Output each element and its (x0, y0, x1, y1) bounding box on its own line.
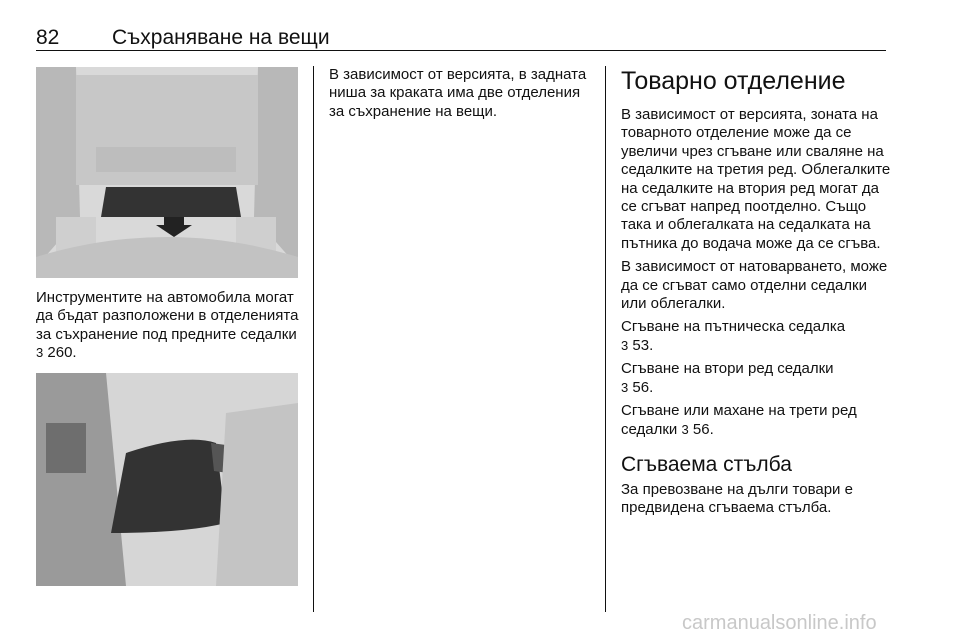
column-2 (329, 66, 599, 121)
paragraph-2: В зависимост от натоварването, може да се сгъват само отделни седалки или облегалки. (621, 258, 888, 313)
page-ref-icon: 3 (621, 379, 629, 395)
page-ref-icon: 3 (621, 337, 629, 353)
page-number: 82 (36, 26, 60, 49)
paragraph-1: В зависимост от версията, зоната на товарното отделение може да се увеличи чрез сгъване или сваляне на седалките на третия ред. Облегалките на седалките на втория ред могат да се сгъват напред поотделно. Също така и облегалката на седалката на пътника до водача може да се сгъва. (621, 106, 891, 252)
caption-text: Инструментите на автомобила могат да бъдат разположени в отделенията за съхранение под предните седалки (36, 289, 299, 343)
figure-rear-footwell-storage (36, 373, 298, 586)
page-title: Съхраняване на вещи (112, 26, 330, 49)
subsection-heading: Сгъваема стълба (621, 452, 792, 476)
reference-2: Сгъване на втори ред седалки 3 56. (621, 360, 834, 396)
figure-1-caption (36, 289, 306, 363)
page-ref-icon: 3 (681, 421, 689, 437)
column-3 (621, 66, 891, 523)
column-divider-2 (605, 66, 606, 612)
reference-1: Сгъване на пътническа седалка 3 53. (621, 318, 846, 354)
paragraph-3: За превозване на дълги товари е предвидена сгъваема стълба. (621, 480, 853, 517)
page-ref-icon: 3 (36, 345, 44, 361)
reference-3: Сгъване или махане на трети ред седалки 3 56. (621, 402, 857, 438)
section-heading: Товарно отделение (621, 67, 846, 95)
header-divider (36, 50, 886, 51)
column-divider-1 (313, 66, 314, 612)
watermark: carmanualsonline.info (682, 612, 877, 634)
rear-storage-text: В зависимост от версията, в задната ниша за краката има две отделения за съхранение на вещи. (329, 66, 587, 120)
page-header (36, 26, 886, 52)
figure-under-seat-storage (36, 67, 298, 278)
page-ref-number: 260. (47, 344, 77, 362)
